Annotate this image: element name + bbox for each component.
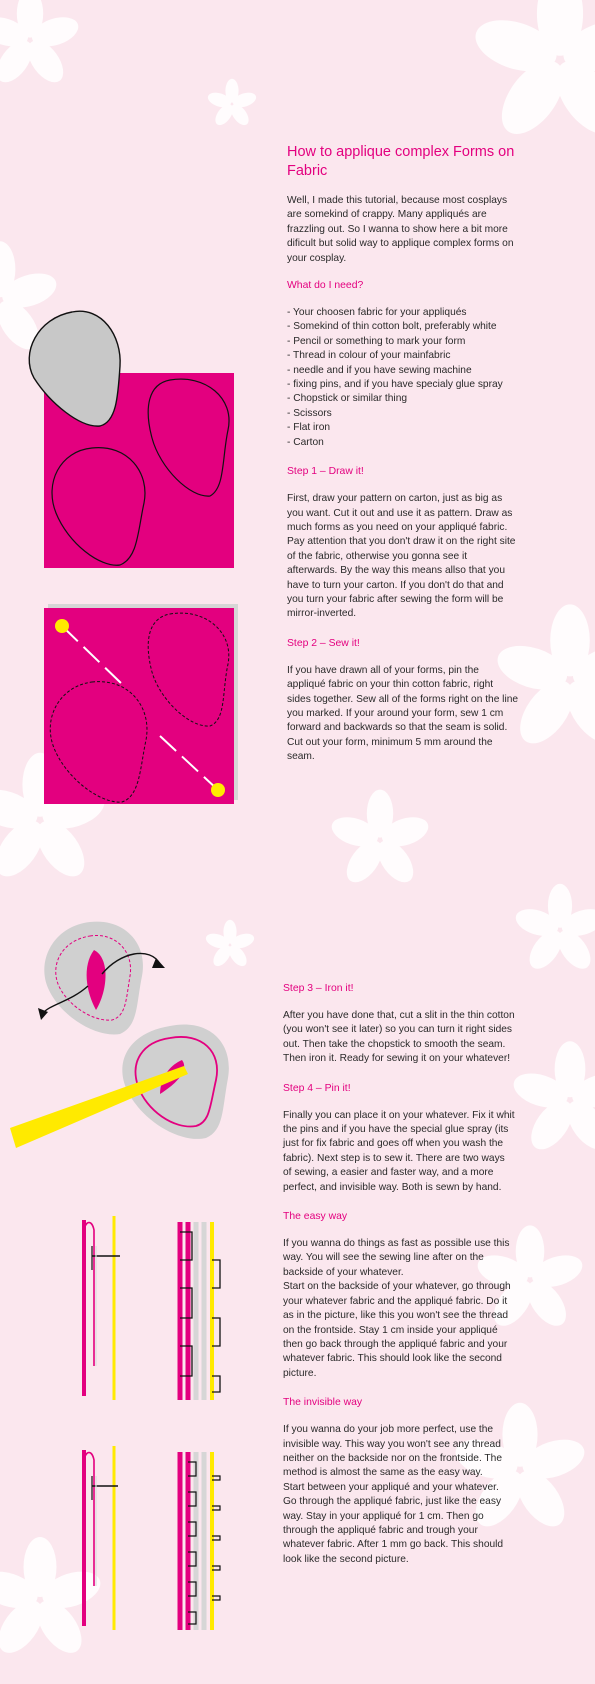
text-column-bottom [283, 982, 515, 1567]
easy-way-text-2: Start on the backside of your whatever, go through your whatever fabric and the appliqué fabric. Do it as in the picture, like this you won't see the thread on the frontside. Stay 1 cm inside your appliqué then go back through the appliqué fabric and your whatever fabric. This should look like the second picture. [283, 1281, 511, 1379]
what-heading: What do I need? [287, 280, 364, 292]
pin-head-1 [55, 619, 69, 633]
step3-illustration [10, 918, 240, 1148]
intro-text: Well, I made this tutorial, because most cosplays are somekind of crappy. Many appliqués are frazzling out. So I wanna to show here a bit more dificult but solid way to applique complex forms on your cosplay. [287, 195, 514, 264]
page-title: How to applique complex Forms on Fabric [287, 144, 515, 179]
list-item: - Chopstick or similar thing [287, 393, 408, 405]
easy-way-heading: The easy way [283, 1211, 348, 1223]
needs-list [287, 306, 519, 450]
step4-text: Finally you can place it on your whatever. Fix it whit the pins and if you have the special glue spray (its just for fix fabric and goes off when you wash the fabric). Next step is to sew it. There are two ways of sewing, a easier and faster way, and a more perfect, and invisible way. Both is sewn by hand. [283, 1109, 515, 1193]
list-item: - needle and if you have sewing machine [287, 364, 472, 376]
list-item: - Pencil or something to mark your form [287, 335, 466, 347]
step3-text: After you have done that, cut a slit in the thin cotton (you won't see it later) so you can turn it right sides out. Then take the chopstick to smooth the seam. Then iron it. Ready for sewing it on your whatever! [283, 1010, 515, 1065]
step2-illustration [40, 600, 250, 810]
list-item: - Somekind of thin cotton bolt, preferably white [287, 321, 497, 333]
list-item: - Your choosen fabric for your appliqués [287, 307, 467, 319]
list-item: - Flat iron [287, 422, 331, 434]
step1-text: First, draw your pattern on carton, just as big as you want. Cut it out and use it as pattern. Draw as much forms as you need on your appliqué fabric. Pay attention that you don't draw it on the right site of the fabric, otherwise you gonna see it afterwards. By the way this means allso that you have to turn your carton. If you don't do that and you turn your fabric after sewing the form will be mirror-inverted. [287, 493, 516, 620]
easy-way-text: If you wanna do things as fast as possible use this way. You will see the sewing line after on the backside of your whatever. [283, 1238, 510, 1278]
step3-heading: Step 3 – Iron it! [283, 983, 354, 994]
step4-heading: Step 4 – Pin it! [283, 1082, 351, 1094]
easy-way-illustration [74, 1216, 224, 1402]
invisible-way-text-2: Start between your appliqué and your whatever. Go through the appliqué fabric, just like the easy way. Stay in your appliqué for 1 cm. Then go through the appliqué fabric and trough your whatever fabric. After 1 mm go back. This should look like the second picture. [283, 1481, 504, 1565]
list-item: - Scissors [287, 407, 332, 419]
list-item: - Carton [287, 436, 324, 448]
step2-heading: Step 2 – Sew it! [287, 637, 360, 649]
list-item: - fixing pins, and if you have specialy glue spray [287, 379, 503, 391]
pin-head-2 [211, 783, 225, 797]
invisible-way-text: If you wanna do your job more perfect, use the invisible way. This way you won't see any thread neither on the backside nor on the frontside. The method is almost the same as the easy way. [283, 1424, 502, 1479]
step1-heading: Step 1 – Draw it! [287, 466, 364, 478]
step1-illustration [20, 308, 240, 576]
text-column-top [287, 143, 519, 765]
step2-text: If you have drawn all of your forms, pin the appliqué fabric on your thin cotton fabric, right sides together. Sew all of the forms right on the line you marked. If your around your form, sew 1 cm forward and backwards so that the seam is solid. Cut out your form, minimum 5 mm around the seam. [287, 664, 519, 763]
carton-pattern [29, 311, 120, 426]
invisible-way-heading: The invisible way [283, 1397, 363, 1409]
invisible-way-illustration [74, 1446, 224, 1632]
list-item: - Thread in colour of your mainfabric [287, 350, 451, 362]
